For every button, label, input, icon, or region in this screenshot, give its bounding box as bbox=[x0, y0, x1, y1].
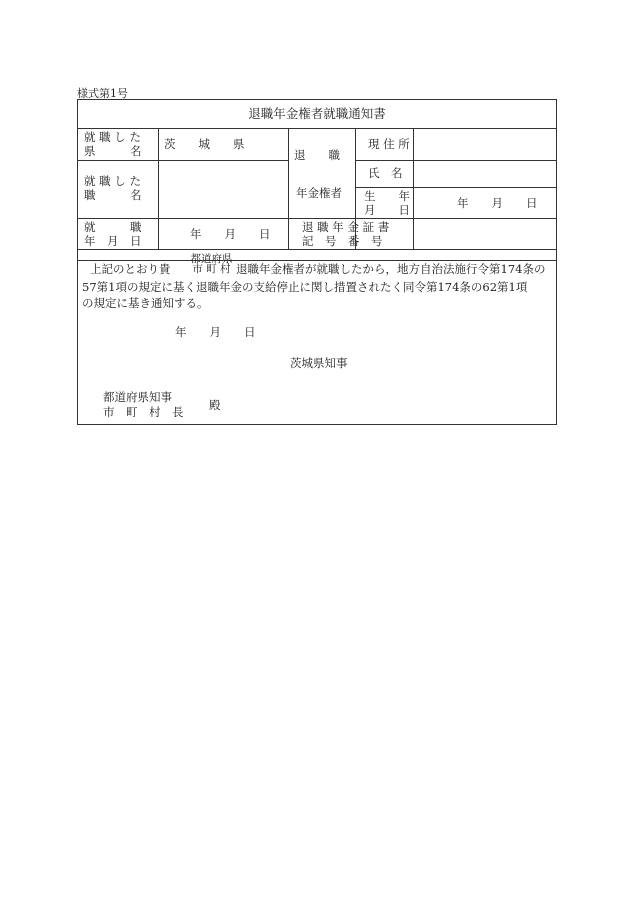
job-date-value: 年 月 日 bbox=[190, 227, 271, 241]
body-line3: の規定に基き通知する。 bbox=[82, 296, 209, 310]
rule-row-job bbox=[78, 160, 288, 161]
notice-date: 年 月 日 bbox=[175, 325, 256, 339]
rule-col4 bbox=[413, 128, 414, 249]
addressee-top: 都道府県 bbox=[190, 253, 233, 265]
rule-col2 bbox=[288, 128, 289, 249]
addressee-stack bbox=[184, 254, 239, 274]
addressee-bottom: 市 町 村 bbox=[192, 263, 231, 275]
rule-below-title bbox=[78, 128, 556, 129]
form-title: 退職年金権者就職通知書 bbox=[248, 106, 386, 121]
sender-name: 茨城県知事 bbox=[290, 356, 348, 370]
form-number: 様式第1号 bbox=[77, 87, 128, 100]
job-label-line2: 職 名 bbox=[84, 188, 142, 202]
body-line1-pre: 上記のとおり貴 bbox=[90, 262, 171, 276]
birth-date-value: 年 月 日 bbox=[457, 196, 538, 210]
body-line1-post: 退職年金権者が就職したから，地方自治法施行令第174条の bbox=[236, 262, 546, 276]
retire-label-line2: 年金権者 bbox=[296, 186, 342, 200]
date-label-line2: 年 月 日 bbox=[84, 234, 142, 248]
recipient-line2: 市 町 村 長 bbox=[103, 405, 184, 419]
prefecture-value: 茨 城 県 bbox=[164, 137, 245, 151]
job-label-line1: 就 職 し た bbox=[84, 174, 141, 188]
date-label-line1: 就 職 bbox=[84, 220, 142, 234]
body-line2: 57第1項の規定に基く退職年金の支給停止に関し措置されたく同令第174条の62第1項 bbox=[82, 280, 528, 294]
address-label: 現 住 所 bbox=[368, 137, 410, 151]
notification-form bbox=[77, 99, 557, 425]
rule-below-name bbox=[355, 187, 556, 188]
recipient-line1: 都道府県知事 bbox=[103, 390, 172, 404]
pref-label-line1: 就 職 し た bbox=[84, 130, 141, 144]
rule-row-pref bbox=[78, 260, 556, 261]
birth-label-line2: 月 日 bbox=[364, 203, 410, 217]
rule-col1 bbox=[158, 128, 159, 249]
cert-label-line1: 退 職 年 金 証 書 bbox=[302, 220, 390, 234]
retire-label-line1: 退 職 bbox=[294, 148, 340, 162]
birth-label-line1: 生 年 bbox=[364, 189, 410, 203]
rule-below-date bbox=[78, 249, 556, 250]
cert-label-line2: 記 号 番 号 bbox=[302, 234, 383, 248]
rule-below-birth bbox=[78, 218, 556, 219]
pref-label-line2: 県 名 bbox=[84, 144, 142, 158]
rule-below-address bbox=[355, 160, 556, 161]
honorific: 殿 bbox=[209, 398, 221, 412]
name-label: 氏 名 bbox=[368, 166, 403, 180]
